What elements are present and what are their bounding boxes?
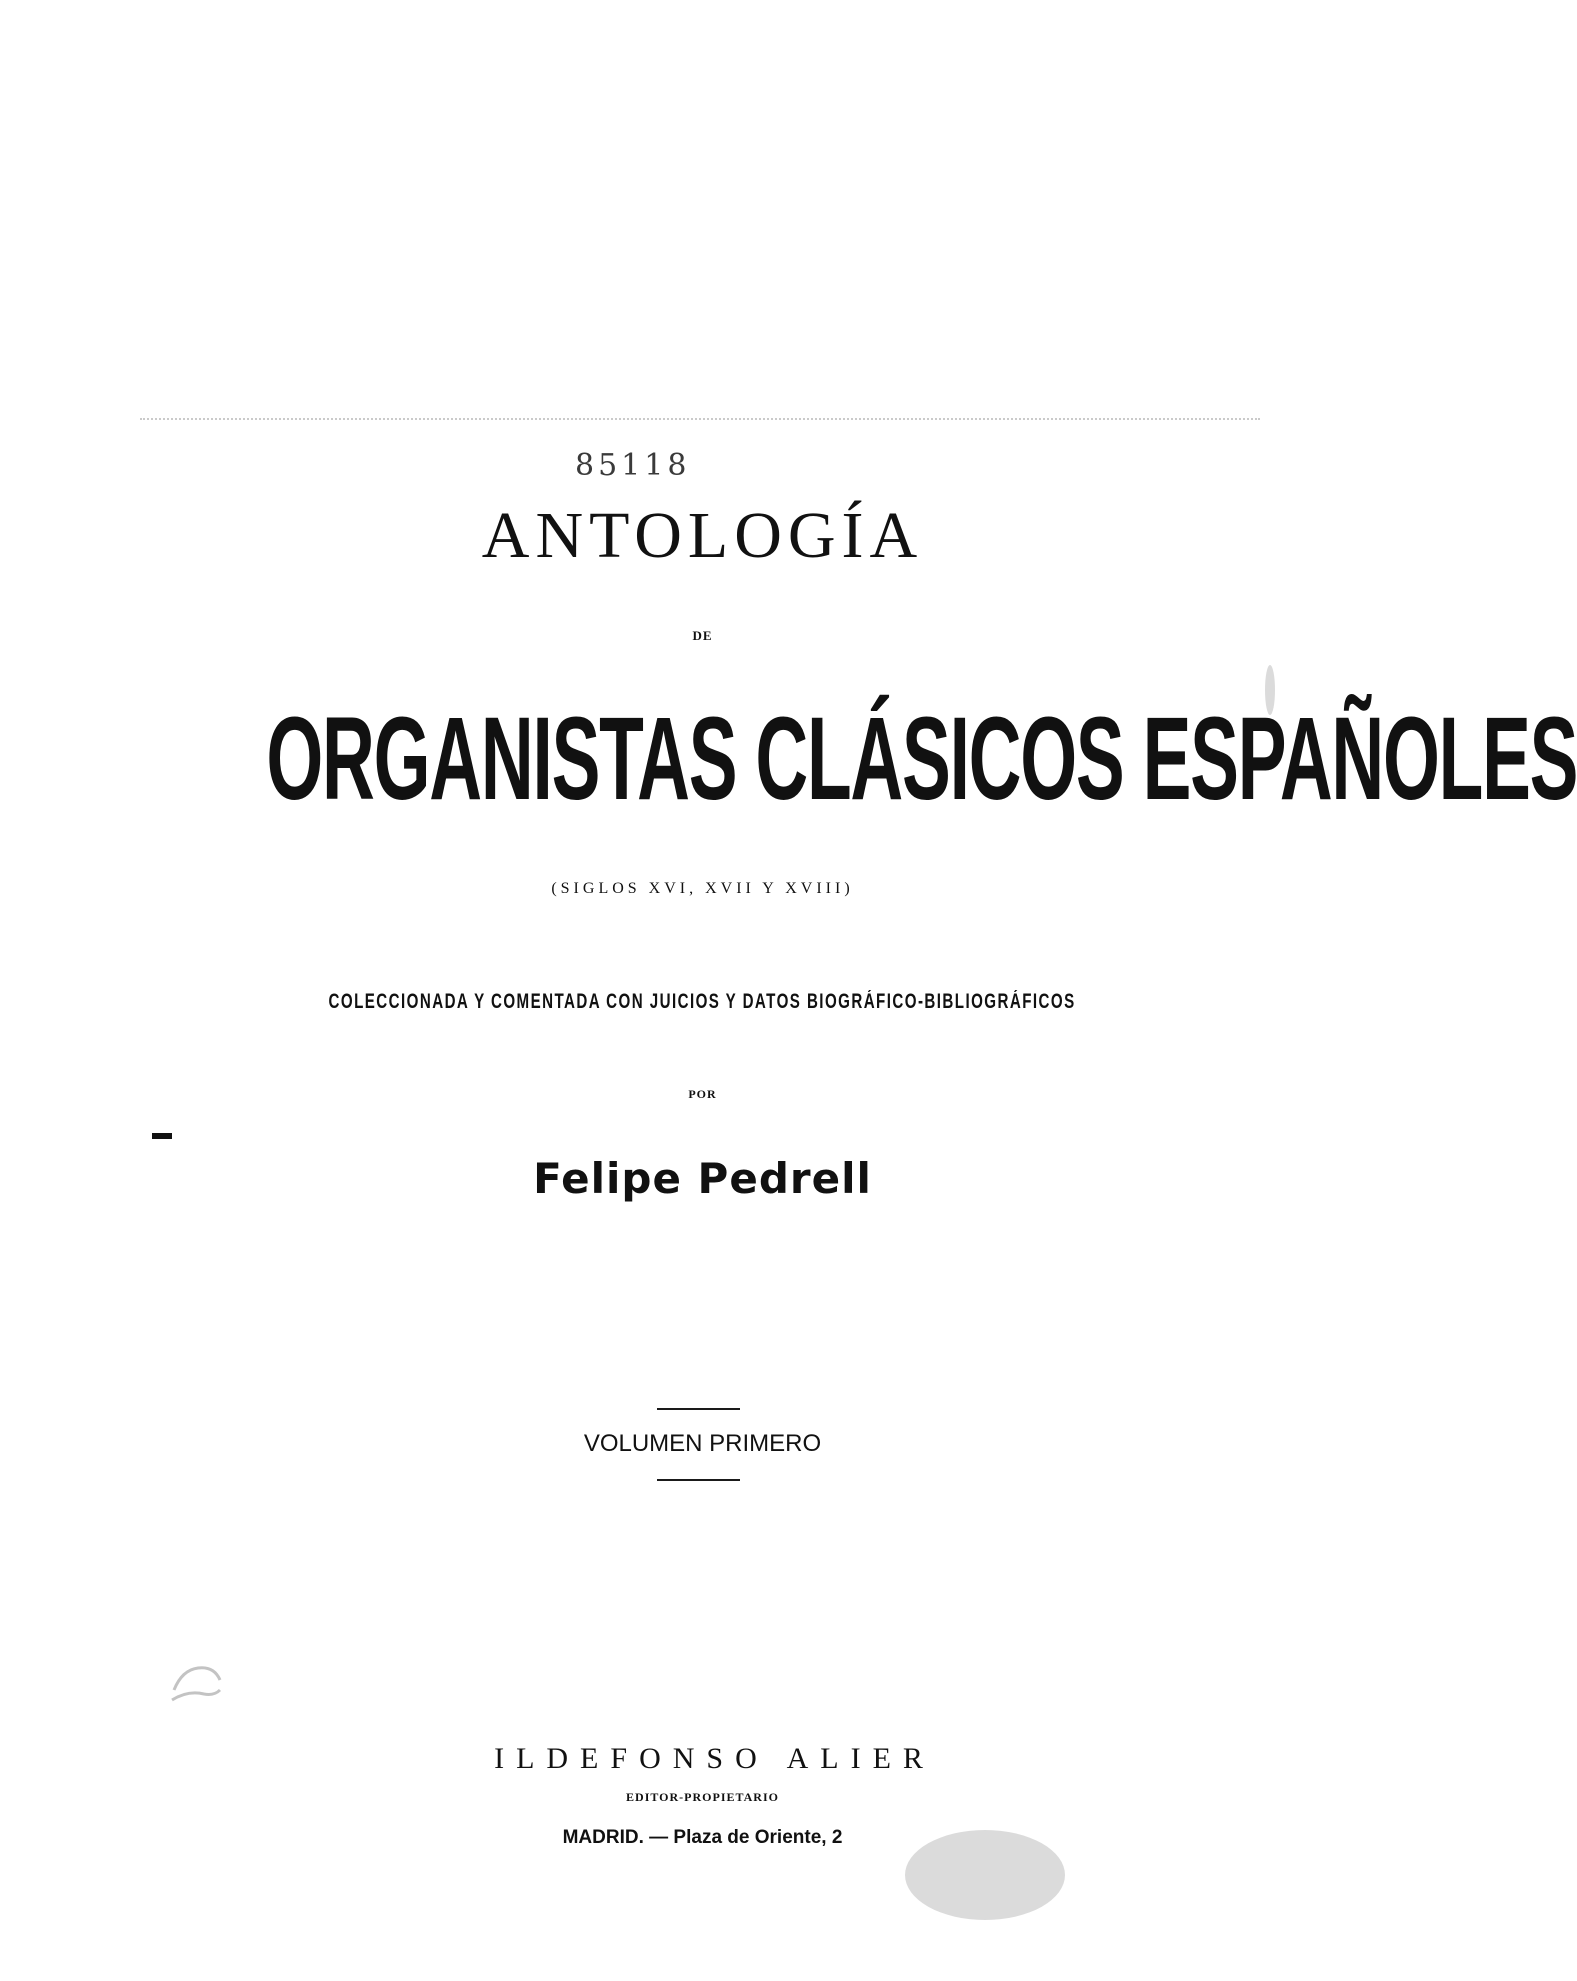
library-stamp-icon: [168, 1660, 224, 1706]
centuries-subtitle: (SIGLOS XVI, XVII Y XVIII): [551, 880, 854, 897]
handwritten-shelf-number: 85118: [575, 448, 691, 483]
title-antologia: ANTOLOGÍA: [481, 499, 924, 572]
margin-ink-mark: [152, 1133, 172, 1139]
publisher-name: ILDEFONSO ALIER: [494, 1742, 935, 1775]
description-line: COLECCIONADA Y COMENTADA CON JUICIOS Y DATOS BIOGRÁFICO-BIBLIOGRÁFICOS: [328, 990, 1076, 1013]
scan-smudge: [1265, 665, 1275, 715]
publisher-role: EDITOR-PROPIETARIO: [626, 1790, 779, 1804]
volume-label: VOLUMEN PRIMERO: [583, 1430, 822, 1457]
volume-top-rule: [657, 1408, 740, 1410]
publisher-address: MADRID. — Plaza de Oriente, 2: [562, 1827, 843, 1848]
author-name: Felipe Pedrell: [533, 1154, 872, 1203]
scan-speck-row: [140, 418, 1260, 424]
volume-bottom-rule: [657, 1479, 740, 1481]
title-de: DE: [692, 628, 713, 643]
scan-smudge: [905, 1830, 1065, 1920]
main-title: ORGANISTAS CLÁSICOS ESPAÑOLES: [266, 693, 1577, 825]
by-line: POR: [688, 1087, 717, 1101]
